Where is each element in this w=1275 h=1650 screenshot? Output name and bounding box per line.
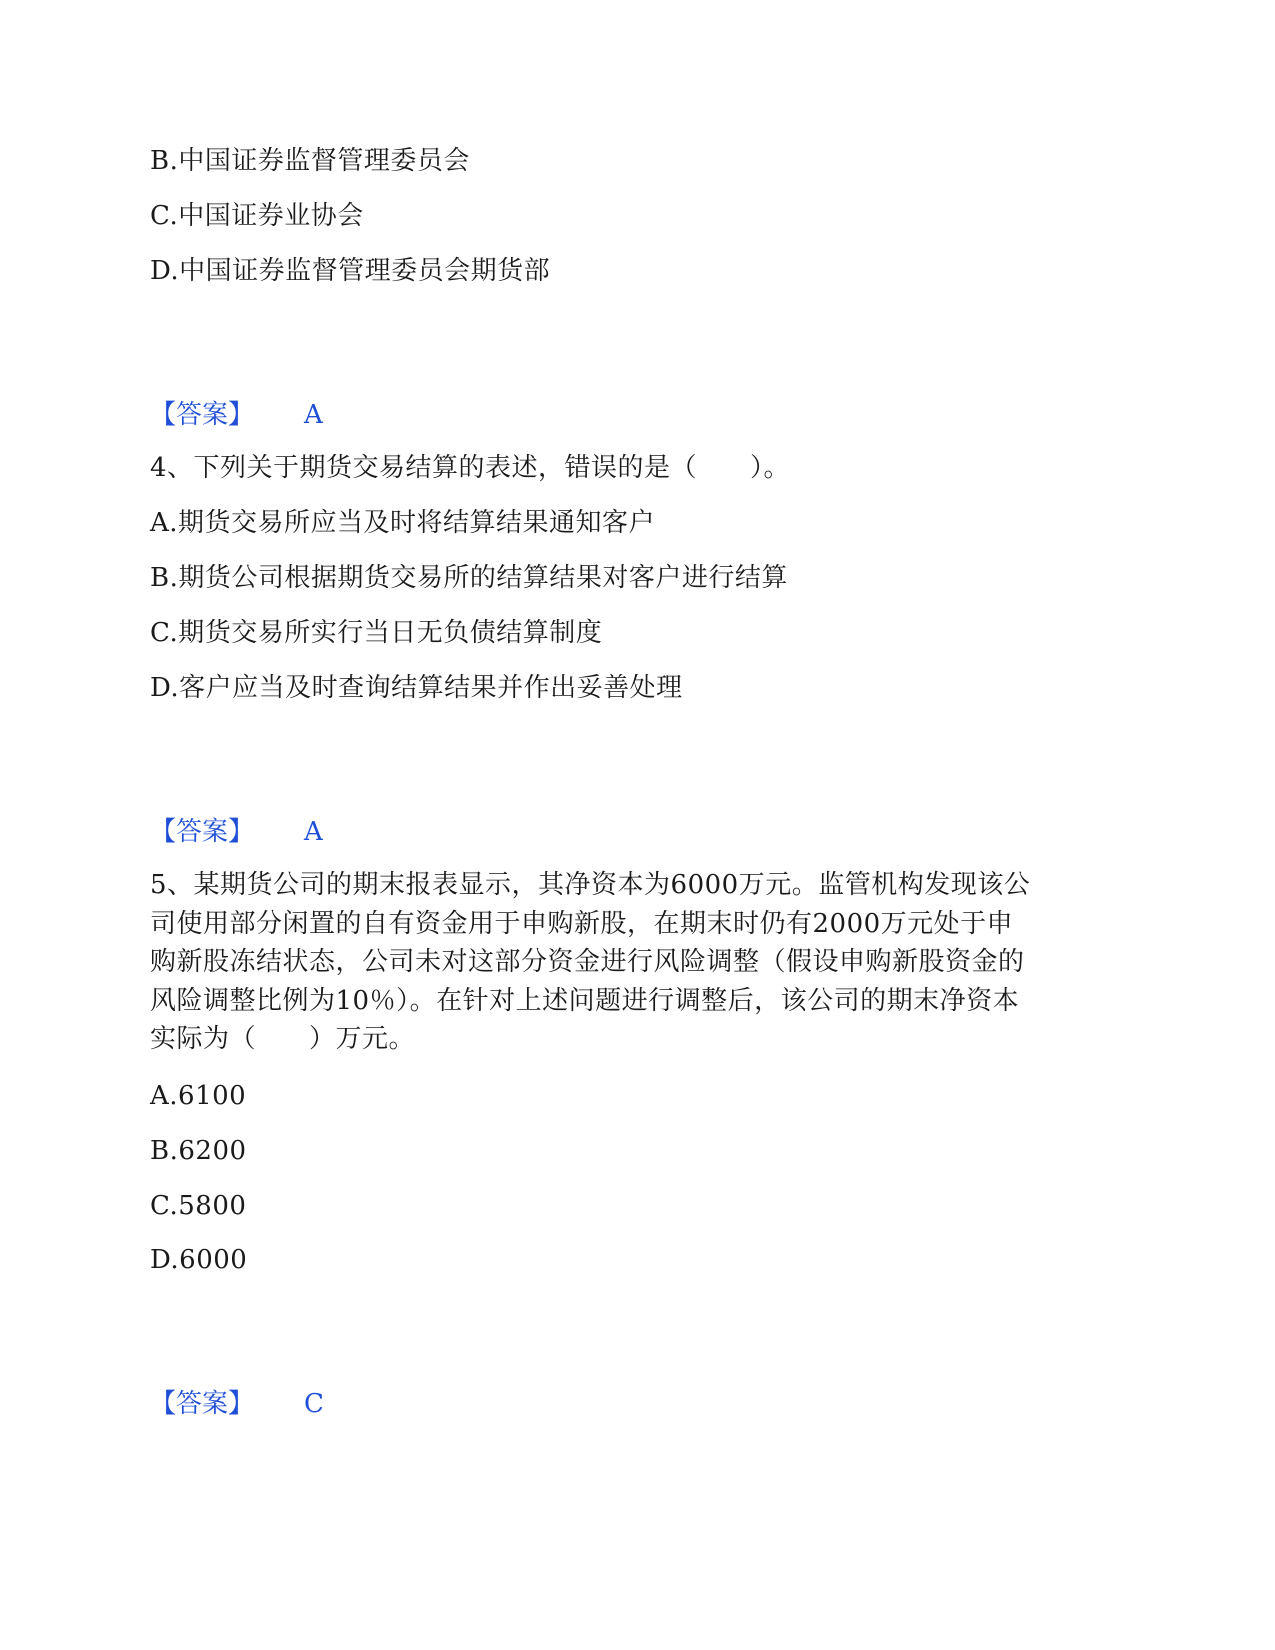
q5-stem xyxy=(150,866,1130,1059)
q5-option-c: C.5800 xyxy=(150,1191,247,1221)
answer-label: 【答案】 xyxy=(150,400,255,430)
q3-option-c: C.中国证券业协会 xyxy=(150,201,364,231)
answer-value: A xyxy=(304,817,323,847)
q4-option-d: D.客户应当及时查询结算结果并作出妥善处理 xyxy=(150,673,683,703)
q4-stem: 4、下列关于期货交易结算的表述，错误的是（ ）。 xyxy=(150,453,791,483)
q5-stem-line: 5、某期货公司的期末报表显示，其净资本为6000万元。监管机构发现该公 xyxy=(150,870,1031,900)
q4-option-b: B.期货公司根据期货交易所的结算结果对客户进行结算 xyxy=(150,563,788,593)
q5-stem-line: 实际为（ ）万元。 xyxy=(150,1024,416,1054)
answer-value: C xyxy=(304,1389,324,1419)
q4-answer xyxy=(150,817,323,847)
answer-value: A xyxy=(304,400,323,430)
answer-label: 【答案】 xyxy=(150,817,255,847)
q5-option-a: A.6100 xyxy=(150,1081,247,1111)
q3-option-b: B.中国证券监督管理委员会 xyxy=(150,146,470,176)
q4-option-c: C.期货交易所实行当日无负债结算制度 xyxy=(150,618,603,648)
q3-option-d: D.中国证券监督管理委员会期货部 xyxy=(150,256,551,286)
q3-answer xyxy=(150,400,323,430)
q4-option-a: A.期货交易所应当及时将结算结果通知客户 xyxy=(150,508,656,538)
q5-stem-line: 风险调整比例为10％）。在针对上述问题进行调整后，该公司的期末净资本 xyxy=(150,985,1020,1016)
q5-answer xyxy=(150,1389,324,1419)
q5-option-b: B.6200 xyxy=(150,1136,247,1166)
q5-option-d: D.6000 xyxy=(150,1245,248,1275)
q5-stem-line: 购新股冻结状态，公司未对这部分资金进行风险调整（假设申购新股资金的 xyxy=(150,947,1025,977)
q5-stem-line: 司使用部分闲置的自有资金用于申购新股，在期末时仍有2000万元处于申 xyxy=(150,908,1014,939)
answer-label: 【答案】 xyxy=(150,1389,255,1419)
